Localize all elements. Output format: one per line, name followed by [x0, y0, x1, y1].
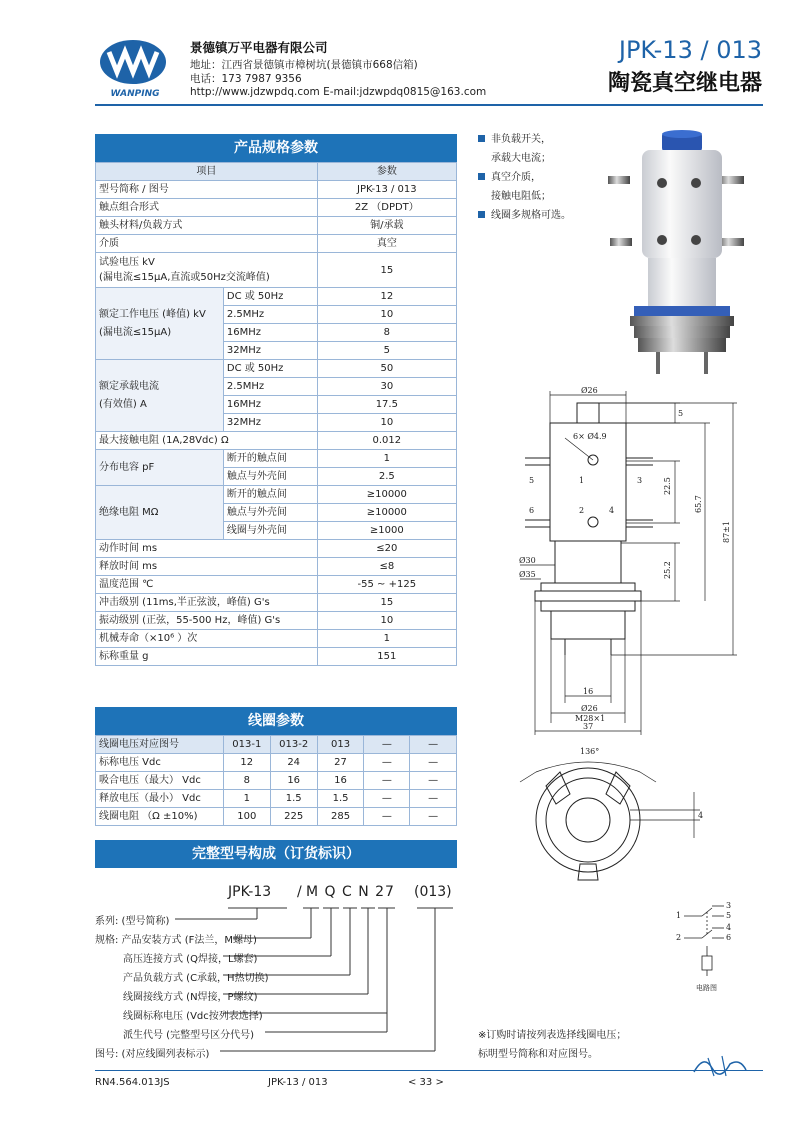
- spec-value: ≥1000: [317, 522, 456, 540]
- spec-sub: 16MHz: [223, 324, 317, 342]
- spec-col-item: 项目: [96, 163, 318, 181]
- feature-item: [478, 168, 571, 187]
- company-logo: [95, 38, 175, 100]
- coil-cell: 吸合电压（最大） Vdc: [96, 772, 224, 790]
- spec-value: 2Z （DPDT）: [317, 199, 456, 217]
- coil-cell: 16: [270, 772, 317, 790]
- spec-item: 冲击级别 (11ms,半正弦波，峰值) G's: [96, 594, 318, 612]
- dim-25-2: 25.2: [663, 561, 672, 579]
- spec-item: 介质: [96, 235, 318, 253]
- spec-value: 50: [317, 360, 456, 378]
- spec-sub: DC 或 50Hz: [223, 360, 317, 378]
- table-row: [96, 612, 457, 630]
- coil-header: 013: [317, 736, 364, 754]
- coil-header-row: [96, 736, 457, 754]
- coil-cell: —: [410, 790, 457, 808]
- spec-value: 12: [317, 288, 456, 306]
- spec-value: 8: [317, 324, 456, 342]
- footer-model: JPK-13 / 013: [268, 1077, 328, 1088]
- coil-cell: 16: [317, 772, 364, 790]
- dim-4: 4: [698, 811, 704, 820]
- order-code-suffix: (013): [414, 884, 452, 900]
- company-web: http://www.jdzwpdq.com E-mail:jdzwpdq0815@163.com: [190, 86, 487, 98]
- spec-item: 动作时间 ms: [96, 540, 318, 558]
- dim-thread: M28×1: [575, 714, 606, 723]
- order-code-model: JPK-13: [228, 884, 272, 900]
- coil-cell: 225: [270, 808, 317, 826]
- coil-cell: —: [410, 808, 457, 826]
- spec-item: 触点组合形式: [96, 199, 318, 217]
- bullet-square-icon: [478, 135, 485, 142]
- spec-header-row: [96, 163, 457, 181]
- dim-d26-bottom: Ø26: [581, 704, 598, 713]
- circuit-pin-4: 4: [726, 923, 732, 932]
- order-item: 派生代号 (完整型号区分代号): [123, 1030, 254, 1041]
- circuit-pin-2: 2: [676, 933, 682, 942]
- coil-header: 013-2: [270, 736, 317, 754]
- table-row: [96, 432, 457, 450]
- coil-cell: 1.5: [317, 790, 364, 808]
- table-row: [96, 181, 457, 199]
- order-item: 线圈接线方式 (N焊接，P螺纹): [123, 992, 258, 1003]
- coil-cell: —: [364, 790, 410, 808]
- dim-holes: 6× Ø4.9: [573, 432, 607, 441]
- test-voltage-label2: (漏电流≤15μA,直流或50Hz交流峰值): [99, 272, 270, 283]
- pin-label-2: 2: [579, 506, 585, 515]
- dim-angle: 136°: [580, 747, 600, 756]
- table-row: [96, 235, 457, 253]
- coil-header: —: [410, 736, 457, 754]
- spec-value: 5: [317, 342, 456, 360]
- feature-text: 真空介质，: [491, 172, 541, 183]
- coil-cell: 释放电压（最小） Vdc: [96, 790, 224, 808]
- dim-16: 16: [583, 687, 594, 696]
- feature-item: [478, 130, 571, 149]
- table-row: [96, 486, 457, 504]
- header-rule: [95, 104, 763, 106]
- spec-value: 真空: [317, 235, 456, 253]
- order-item: 线圈标称电压 (Vdc按列表选择): [123, 1011, 263, 1022]
- table-row: [96, 217, 457, 235]
- feature-item: [478, 149, 571, 168]
- carry-current-label: [96, 360, 224, 432]
- spec-value: ≥10000: [317, 486, 456, 504]
- coil-title: 线圈参数: [95, 707, 457, 735]
- company-address: 地址：江西省景德镇市樟树坑(景德镇市668信箱): [190, 59, 418, 71]
- order-item: 图号: (对应线圈列表标示): [95, 1049, 210, 1060]
- order-code-slash: /: [297, 884, 302, 900]
- spec-item: 触头材料/负载方式: [96, 217, 318, 235]
- spec-sub: 线圈与外壳间: [223, 522, 317, 540]
- model-title: JPK-13 / 013: [618, 36, 762, 64]
- spec-value: 10: [317, 306, 456, 324]
- drawing-lower-body: [555, 541, 621, 583]
- dim-d35: Ø35: [519, 570, 536, 579]
- coil-cell: 24: [270, 754, 317, 772]
- coil-cell: 100: [223, 808, 270, 826]
- carry-label2: (有效值) A: [99, 398, 147, 410]
- spec-value: -55 ~ +125: [317, 576, 456, 594]
- spec-sub: 32MHz: [223, 342, 317, 360]
- dim-22-5: 22.5: [663, 477, 672, 495]
- table-row: [96, 576, 457, 594]
- spec-value: 15: [317, 253, 456, 288]
- spec-item: 型号简称 / 图号: [96, 181, 318, 199]
- company-name: 景德镇万平电器有限公司: [190, 40, 328, 55]
- dim-37: 37: [583, 722, 594, 731]
- spec-value: 30: [317, 378, 456, 396]
- work-voltage-label: [96, 288, 224, 360]
- table-row: [96, 540, 457, 558]
- feature-text: 非负载开关，: [491, 134, 551, 145]
- bottom-view-drawing: [510, 742, 720, 882]
- spec-value: 铜/承载: [317, 217, 456, 235]
- circuit-pin-5: 5: [726, 911, 732, 920]
- table-row: [96, 772, 457, 790]
- dim-5: 5: [678, 409, 684, 418]
- spec-value: 1: [317, 450, 456, 468]
- coil-cell: 1: [223, 790, 270, 808]
- bullet-square-icon: [478, 173, 485, 180]
- spec-value: 1: [317, 630, 456, 648]
- footer-page-number: < 33 >: [408, 1077, 444, 1088]
- coil-cell: 8: [223, 772, 270, 790]
- spec-sub: 断开的触点间: [223, 486, 317, 504]
- spec-sub: 触点与外壳间: [223, 504, 317, 522]
- spec-value: ≤8: [317, 558, 456, 576]
- circuit-pin-3: 3: [726, 901, 732, 910]
- coil-cell: 27: [317, 754, 364, 772]
- coil-header: 013-1: [223, 736, 270, 754]
- coil-cell: —: [364, 772, 410, 790]
- spec-value: 10: [317, 612, 456, 630]
- spec-sub: 16MHz: [223, 396, 317, 414]
- spec-item: 标称重量 g: [96, 648, 318, 666]
- test-voltage-label1: 试验电压 kV: [99, 257, 155, 268]
- spec-value: 151: [317, 648, 456, 666]
- table-row: [96, 558, 457, 576]
- table-row: [96, 790, 457, 808]
- coil-table: [95, 735, 457, 826]
- coil-cell: —: [410, 772, 457, 790]
- coil-cell: —: [410, 754, 457, 772]
- circuit-diagram: [672, 896, 752, 996]
- feature-item: [478, 187, 571, 206]
- capacitance-label: 分布电容 pF: [96, 450, 224, 486]
- dim-d26-top: Ø26: [581, 386, 598, 395]
- order-code-letters: M Q C N 27: [306, 884, 395, 900]
- spec-value: 15: [317, 594, 456, 612]
- footer-doc-code: RN4.564.013JS: [95, 1077, 170, 1088]
- outline-drawing: [505, 383, 760, 743]
- table-row: [96, 288, 457, 306]
- pin-label-1: 1: [579, 476, 585, 485]
- table-row: [96, 808, 457, 826]
- coil-cell: —: [364, 754, 410, 772]
- spec-sub: 触点与外壳间: [223, 468, 317, 486]
- circuit-pin-1: 1: [676, 911, 682, 920]
- drawing-terminal-hole: [588, 517, 598, 527]
- test-voltage-label: [96, 253, 318, 288]
- table-row: [96, 648, 457, 666]
- spec-value: 2.5: [317, 468, 456, 486]
- table-row: [96, 450, 457, 468]
- order-note: ※订购时请按列表选择线圈电压；: [478, 1030, 627, 1041]
- spec-sub: 32MHz: [223, 414, 317, 432]
- feature-text: 线圈多规格可选。: [491, 210, 571, 221]
- pin-label-6: 6: [529, 506, 535, 515]
- spec-title: 产品规格参数: [95, 134, 457, 162]
- spec-value: 0.012: [317, 432, 456, 450]
- company-phone: 电话：173 7987 9356: [190, 73, 302, 85]
- pin-label-3: 3: [637, 476, 643, 485]
- circuit-label: 电路图: [696, 984, 717, 992]
- logo-text: WANPING: [110, 89, 160, 99]
- carry-label1: 额定承载电流: [99, 380, 159, 392]
- coil-cell: 1.5: [270, 790, 317, 808]
- spec-value: 17.5: [317, 396, 456, 414]
- feature-list: [478, 130, 571, 225]
- spec-col-param: 参数: [317, 163, 456, 181]
- feature-text: 承载大电流；: [491, 153, 551, 164]
- order-item: 产品负载方式 (C承载，H热切换): [123, 973, 269, 984]
- table-row: [96, 630, 457, 648]
- pin-label-5: 5: [529, 476, 535, 485]
- spec-value: 10: [317, 414, 456, 432]
- insulation-label: 绝缘电阻 MΩ: [96, 486, 224, 540]
- order-item: 高压连接方式 (Q焊接，L螺套): [123, 954, 258, 965]
- spec-item: 振动级别 (正弦，55-500 Hz，峰值) G's: [96, 612, 318, 630]
- spec-value: ≤20: [317, 540, 456, 558]
- coil-cell: —: [364, 808, 410, 826]
- spec-sub: DC 或 50Hz: [223, 288, 317, 306]
- table-row: [96, 199, 457, 217]
- circuit-pin-6: 6: [726, 933, 732, 942]
- footer-rule: [95, 1070, 763, 1071]
- order-note: 标明型号简称和对应图号。: [478, 1049, 598, 1060]
- bullet-square-icon: [478, 211, 485, 218]
- work-voltage-label1: 额定工作电压 (峰值) kV: [99, 308, 206, 320]
- dim-d30: Ø30: [519, 556, 536, 565]
- product-title: 陶瓷真空继电器: [607, 71, 762, 96]
- footer-signature-logo: [690, 1050, 750, 1080]
- pin-label-4: 4: [609, 506, 615, 515]
- spec-sub: 断开的触点间: [223, 450, 317, 468]
- spec-sub: 2.5MHz: [223, 306, 317, 324]
- order-item: 规格: 产品安装方式 (F法兰，M螺母): [95, 935, 257, 946]
- spec-item: 最大接触电阻 (1A,28Vdc) Ω: [96, 432, 318, 450]
- table-row: [96, 594, 457, 612]
- coil-cell: 线圈电阻 （Ω ±10%): [96, 808, 224, 826]
- relay-product-image: [600, 128, 770, 388]
- spec-item: 温度范围 ℃: [96, 576, 318, 594]
- dim-87: 87±1: [722, 521, 731, 543]
- coil-header: 线圈电压对应图号: [96, 736, 224, 754]
- order-title: 完整型号构成（订货标识）: [95, 840, 457, 868]
- spec-value: ≥10000: [317, 504, 456, 522]
- coil-cell: 285: [317, 808, 364, 826]
- spec-value: JPK-13 / 013: [317, 181, 456, 199]
- coil-header: —: [364, 736, 410, 754]
- coil-cell: 标称电压 Vdc: [96, 754, 224, 772]
- order-item: 系列: (型号简称): [95, 916, 170, 927]
- table-row: [96, 253, 457, 288]
- spec-item: 释放时间 ms: [96, 558, 318, 576]
- spec-table: [95, 162, 457, 666]
- spec-item: 机械寿命（×10⁶ ）次: [96, 630, 318, 648]
- table-row: [96, 754, 457, 772]
- drawing-top-cap: [577, 403, 599, 423]
- spec-sub: 2.5MHz: [223, 378, 317, 396]
- dim-65-7: 65.7: [694, 495, 703, 513]
- feature-item: [478, 206, 571, 225]
- work-voltage-label2: (漏电流≤15μA): [99, 326, 172, 338]
- coil-cell: 12: [223, 754, 270, 772]
- table-row: [96, 360, 457, 378]
- feature-text: 接触电阻低；: [491, 191, 551, 202]
